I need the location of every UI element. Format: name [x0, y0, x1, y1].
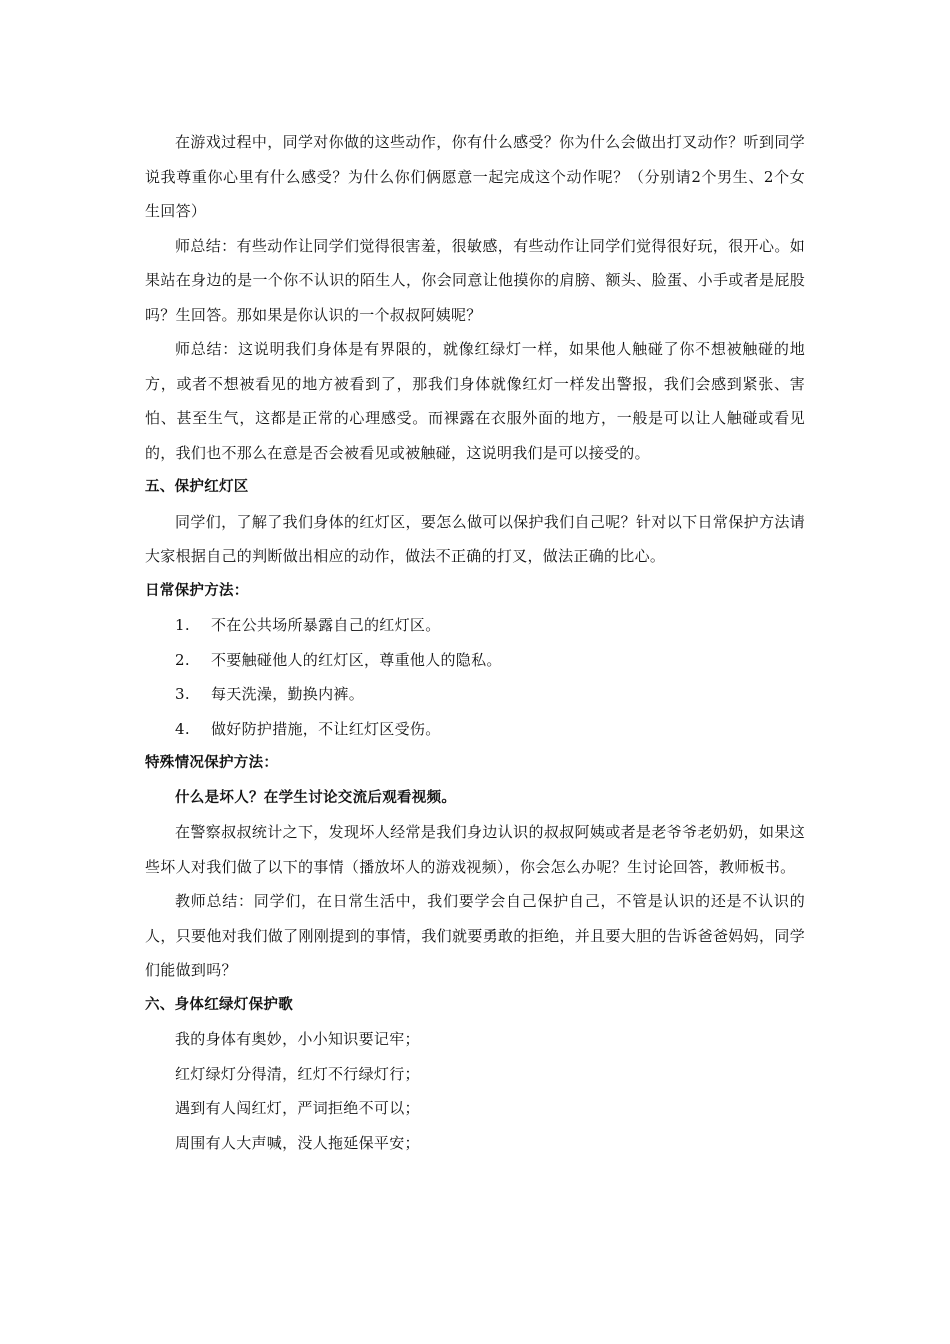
- paragraph-teacher-summary-2: 师总结：这说明我们身体是有界限的，就像红绿灯一样，如果他人触碰了你不想被触碰的地方，或者不想被看见的地方被看到了，那我们身体就像红灯一样发出警报，我们会感到紧张、害怕、甚至生气，这都是正常的心理感受。而裸露在衣服外面的地方，一般是可以让人触碰或看见的，我们也不那么在意是否会被看见或被触碰，这说明我们是可以接受的。: [145, 340, 805, 462]
- paragraph-game-reflection: 在游戏过程中，同学对你做的这些动作，你有什么感受？你为什么会做出打叉动作？听到同学说我尊重你心里有什么感受？为什么你们俩愿意一起完成这个动作呢？（分别请2个男生、2个女生回答）: [145, 133, 805, 220]
- list-item: [145, 712, 805, 747]
- list-item-number: 4.: [175, 719, 190, 738]
- paragraph-section5-intro: 同学们，了解了我们身体的红灯区，要怎么做可以保护我们自己呢？针对以下日常保护方法请大家根据自己的判断做出相应的动作，做法不正确的打叉，做法正确的比心。: [145, 512, 805, 565]
- daily-protection-heading: 日常保护方法：: [145, 582, 249, 599]
- list-item: [145, 608, 805, 643]
- song-line: 周围有人大声喊，没人拖延保平安；: [175, 1133, 420, 1152]
- list-item-number: 1.: [175, 616, 190, 634]
- song-lines: [145, 1022, 805, 1160]
- song-line: 遇到有人闯红灯，严词拒绝不可以；: [175, 1099, 420, 1117]
- list-item-number: 2.: [175, 650, 190, 669]
- special-protection-heading: 特殊情况保护方法：: [145, 755, 279, 771]
- document-page: [145, 125, 805, 1160]
- paragraph-teacher-summary-1: 师总结：有些动作让同学们觉得很害羞，很敏感，有些动作让同学们觉得很好玩，很开心。如果站在身边的是一个你不认识的陌生人，你会同意让他摸你的肩膀、额头、脸蛋、小手或者是屁股吗？生回答。那如果是你认识的一个叔叔阿姨呢？: [145, 236, 805, 324]
- section-heading-song: 六、身体红绿灯保护歌: [145, 996, 293, 1013]
- list-item-number: 3.: [175, 685, 190, 703]
- paragraph-special-2: 教师总结：同学们，在日常生活中，我们要学会自己保护自己，不管是认识的还是不认识的人，只要他对我们做了刚刚提到的事情，我们就要勇敢的拒绝，并且要大胆的告诉爸爸妈妈，同学们能做到吗？: [145, 892, 805, 979]
- special-protection-subheading: 什么是坏人？在学生讨论交流后观看视频。: [175, 789, 457, 806]
- list-item: [145, 643, 805, 678]
- song-line: 我的身体有奥妙，小小知识要记牢；: [175, 1030, 420, 1048]
- list-item-text: 不在公共场所暴露自己的红灯区。: [211, 616, 441, 634]
- list-item: [145, 677, 805, 712]
- list-item-text: 每天洗澡，勤换内裤。: [211, 685, 365, 703]
- paragraph-special-1: 在警察叔叔统计之下，发现坏人经常是我们身边认识的叔叔阿姨或者是老爷爷老奶奶，如果这些坏人对我们做了以下的事情（播放坏人的游戏视频），你会怎么办呢？生讨论回答，教师板书。: [145, 823, 805, 876]
- list-item-text: 不要触碰他人的红灯区，尊重他人的隐私。: [211, 650, 502, 669]
- section-heading-protect-red-zone: 五、保护红灯区: [145, 479, 249, 495]
- song-line: 红灯绿灯分得清，红灯不行绿灯行；: [175, 1064, 420, 1083]
- list-item-text: 做好防护措施，不让红灯区受伤。: [211, 719, 441, 738]
- daily-protection-list: [145, 608, 805, 746]
